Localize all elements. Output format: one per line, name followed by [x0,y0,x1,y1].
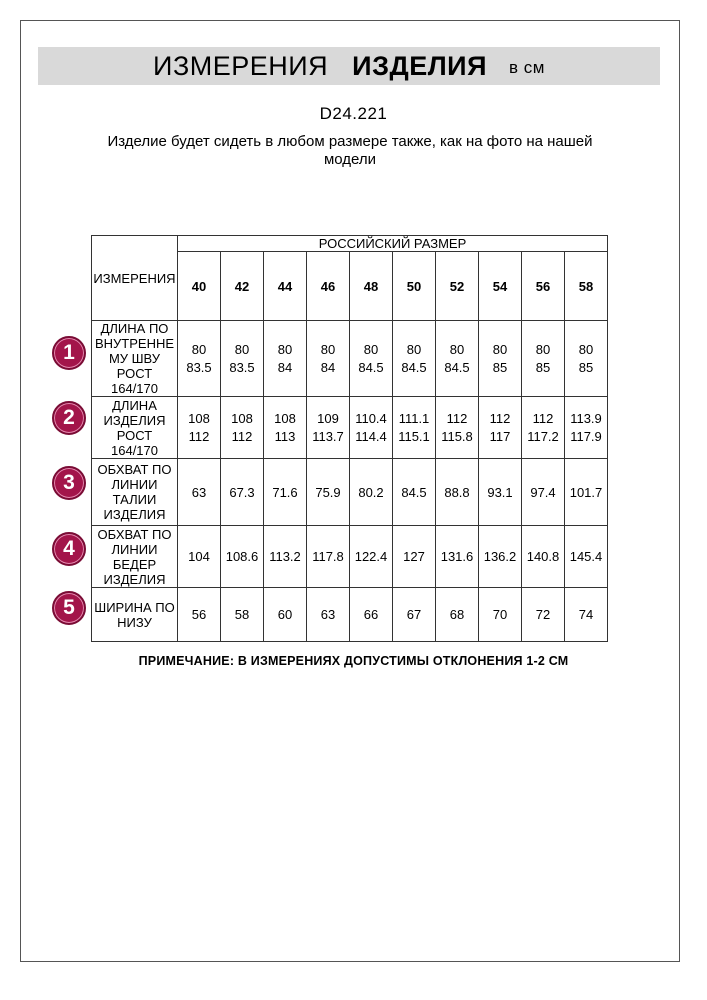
table-cell [307,321,350,397]
row-label [92,459,178,526]
table-cell [565,459,608,526]
cell-value: 122.4 [354,549,388,564]
row-label-line: НИЗУ [117,614,152,630]
cell-value: 108 [231,410,253,426]
row-number-badge: 1 [52,336,86,370]
size-header: 56 [522,252,565,321]
cell-value: 60 [277,607,293,622]
size-header: 40 [178,252,221,321]
table-cell [522,459,565,526]
table-cell [264,526,307,588]
table-cell [436,321,479,397]
table-cell [522,526,565,588]
table-cell [436,588,479,642]
table-cell [565,526,608,588]
table-row [92,526,608,588]
row-label-line: ИЗДЕЛИЯ [103,571,166,587]
size-header: 42 [221,252,264,321]
group-header-russian-size: РОССИЙСКИЙ РАЗМЕР [178,236,608,252]
cell-value: 145.4 [569,549,603,564]
cell-value: 110.4 [355,410,387,426]
cell-value: 84 [277,359,293,375]
cell-value: 114.4 [355,428,387,444]
cell-value: 117 [489,428,511,444]
table-cell [436,459,479,526]
table-row [92,588,608,642]
table-cell [522,588,565,642]
cell-value: 71.6 [272,484,298,500]
table-cell [307,397,350,459]
table-cell [178,397,221,459]
table-cell [479,397,522,459]
cell-value: 75.9 [315,484,341,500]
cell-value: 85 [535,359,551,375]
table-cell [350,588,393,642]
row-label-line: ВНУТРЕННЕ [94,336,175,351]
row-label-line: ЛИНИИ [111,477,158,492]
table-cell [565,321,608,397]
row-label-line: РОСТ 164/170 [111,366,158,396]
table-cell [350,321,393,397]
size-header: 48 [350,252,393,321]
row-label [92,397,178,459]
cell-value: 67 [406,607,422,622]
table-row [92,459,608,526]
table-cell [221,588,264,642]
table-cell [522,397,565,459]
cell-value: 85 [492,359,508,375]
table-cell [436,526,479,588]
cell-value: 80 [578,341,594,357]
table-cell [393,526,436,588]
cell-value: 80 [277,341,293,357]
table-cell [479,588,522,642]
size-header: 52 [436,252,479,321]
table-cell [221,459,264,526]
row-number-badge: 4 [52,532,86,566]
row-number-badge: 2 [52,401,86,435]
table-cell [393,397,436,459]
cell-value: 80 [234,341,250,357]
table-cell [221,397,264,459]
row-label-line: ИЗДЕЛИЯ [103,412,166,428]
table-cell [393,588,436,642]
note: ПРИМЕЧАНИЕ: В ИЗМЕРЕНИЯХ ДОПУСТИМЫ ОТКЛОНЕНИЯ 1-2 СМ [138,654,569,668]
cell-value: 84 [320,359,336,375]
row-label-line: ДЛИНА [112,397,157,413]
cell-value: 66 [363,607,379,622]
table-cell [178,526,221,588]
cell-value: 70 [492,607,508,622]
subtitle: Изделие будет сидеть в любом размере также, как на фото на нашей модели [107,133,593,168]
size-header: 50 [393,252,436,321]
table-cell [178,588,221,642]
cell-value: 113.2 [269,549,301,564]
cell-value: 80 [492,341,508,357]
cell-value: 84.5 [401,359,427,375]
cell-value: 56 [191,607,207,622]
cell-value: 63 [320,607,336,622]
cell-value: 80 [535,341,551,357]
size-header: 46 [307,252,350,321]
row-label [92,321,178,397]
title-measurements: ИЗМЕРЕНИЯ [153,50,329,81]
cell-value: 115.1 [398,428,430,444]
table-cell [264,397,307,459]
title-product: ИЗДЕЛИЯ [352,50,487,81]
row-number-badge: 3 [52,466,86,500]
title-units: в см [509,58,545,77]
cell-value: 113.7 [312,428,344,444]
row-label-line: ТАЛИИ [112,492,157,507]
cell-value: 84.5 [401,484,427,500]
cell-value: 80 [320,341,336,357]
table-cell [436,397,479,459]
cell-value: 83.5 [186,359,212,375]
table-cell [264,588,307,642]
table-cell [350,526,393,588]
cell-value: 101.7 [569,484,603,500]
table-cell [221,321,264,397]
table-cell [479,459,522,526]
table-cell [307,526,350,588]
row-label-line: ОБХВАТ ПО [97,462,172,477]
cell-value: 113.9 [570,410,602,426]
cell-value: 127 [403,549,425,564]
cell-value: 97.4 [530,484,556,500]
cell-value: 109 [317,410,339,426]
row-label-line: ДЛИНА ПО [100,321,169,336]
cell-value: 80 [363,341,379,357]
row-label-line: ШИРИНА ПО [94,599,175,615]
cell-value: 85 [578,359,594,375]
cell-value: 74 [578,607,594,622]
cell-value: 104 [188,549,210,564]
cell-value: 140.8 [526,549,560,564]
title-bar [38,47,660,85]
cell-value: 112 [446,410,468,426]
row-label-line: МУ ШВУ [108,351,161,366]
cell-value: 84.5 [358,359,384,375]
row-label [92,526,178,588]
table-cell [264,321,307,397]
cell-value: 80.2 [358,484,384,500]
cell-value: 84.5 [444,359,470,375]
cell-value: 112 [231,428,253,444]
cell-value: 67.3 [229,484,255,500]
table-cell [178,321,221,397]
table-cell [178,459,221,526]
cell-value: 136.2 [483,549,517,564]
row-label-line: ЛИНИИ [111,541,158,557]
row-label [92,588,178,642]
table-cell [264,459,307,526]
row-label-line: БЕДЕР [112,556,157,572]
cell-value: 112 [489,410,511,426]
cell-value: 93.1 [487,484,513,500]
row-label-line: РОСТ 164/170 [111,427,158,458]
table-cell [565,588,608,642]
cell-value: 80 [449,341,465,357]
table-row [92,397,608,459]
size-header: 58 [565,252,608,321]
table-cell [522,321,565,397]
table-cell [393,321,436,397]
cell-value: 80 [406,341,422,357]
table-cell [479,321,522,397]
table-cell [565,397,608,459]
row-number-badge: 5 [52,591,86,625]
cell-value: 108.6 [225,549,259,564]
cell-value: 68 [449,607,465,622]
column-header-measurements: ИЗМЕРЕНИЯ [92,236,178,321]
table-cell [307,588,350,642]
cell-value: 63 [191,484,207,500]
size-header: 44 [264,252,307,321]
cell-value: 117.2 [527,428,559,444]
cell-value: 112 [532,410,554,426]
cell-value: 108 [188,410,210,426]
table-cell [393,459,436,526]
cell-value: 115.8 [441,428,473,444]
cell-value: 112 [188,428,210,444]
table-row [92,321,608,397]
cell-value: 58 [234,607,250,622]
table-cell [350,459,393,526]
cell-value: 111.1 [398,410,430,426]
cell-value: 88.8 [444,484,470,500]
row-label-line: ОБХВАТ ПО [97,526,172,542]
table-cell [307,459,350,526]
row-label-line: ИЗДЕЛИЯ [103,507,166,522]
cell-value: 108 [274,410,296,426]
cell-value: 117.9 [570,428,602,444]
cell-value: 80 [191,341,207,357]
table-cell [479,526,522,588]
model-code: D24.221 [319,104,388,123]
table-cell [350,397,393,459]
cell-value: 72 [535,607,551,622]
size-table [91,235,608,642]
size-header: 54 [479,252,522,321]
cell-value: 83.5 [229,359,255,375]
table-cell [221,526,264,588]
cell-value: 113 [274,428,296,444]
cell-value: 131.6 [440,549,474,564]
cell-value: 117.8 [312,549,344,564]
